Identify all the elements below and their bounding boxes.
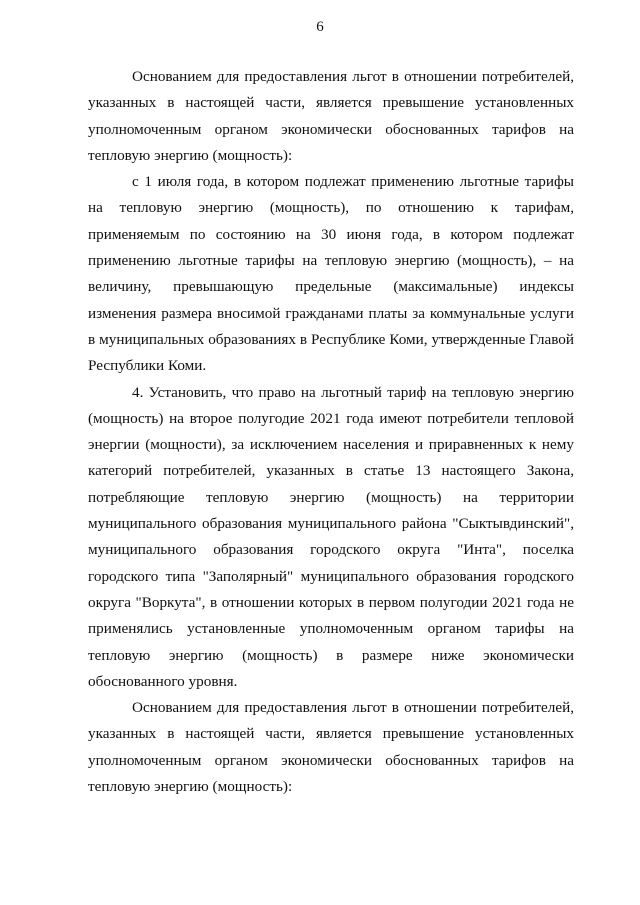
paragraph-from-july-1: с 1 июля года, в котором подлежат применению льготные тарифы на тепловую энергию (мощность), по отношению к тарифам, применяемым по состоянию на 30 июня года, в котором подлежат применению льготные тарифы на тепловую энергию (мощность), – на величину, превышающую предельные (максимальные) индексы изменения размера вносимой гражданами платы за коммунальные услуги в муниципальных образованиях в Республике Коми, утвержденные Главой Республики Коми. — [88, 173, 574, 375]
page-number: 6 — [316, 19, 324, 35]
paragraph-item-4: 4. Установить, что право на льготный тариф на тепловую энергию (мощность) на второе полугодие 2021 года имеют потребители тепловой энергии (мощности), за исключением населения и приравненных к нему категорий потребителей, указанных в статье 13 настоящего Закона, потребляющие тепловую энергию (мощность) на территории муниципального образования муниципального района "Сыктывдинский", муниципального образования городского округа "Инта", поселка городского типа "Заполярный" муниципального образования городского округа "Воркута", в отношении которых в первом полугодии 2021 года не применялись установленные уполномоченным органом тарифы на тепловую энергию (мощность) в размере ниже экономически обоснованного уровня. — [88, 383, 574, 690]
paragraph-basis-2: Основанием для предоставления льгот в отношении потребителей, указанных в настоящей части, является превышение установленных уполномоченным органом экономически обоснованных тарифов на тепловую энергию (мощность): — [88, 699, 574, 796]
document-body — [88, 64, 574, 800]
paragraph-basis-1: Основанием для предоставления льгот в отношении потребителей, указанных в настоящей части, является превышение установленных уполномоченным органом экономически обоснованных тарифов на тепловую энергию (мощность): — [88, 68, 574, 164]
